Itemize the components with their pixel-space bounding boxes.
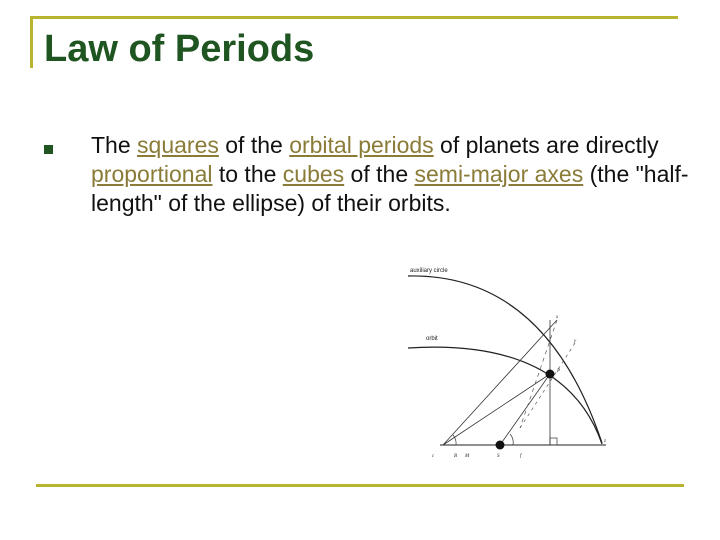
frame-top-rule bbox=[30, 16, 678, 19]
auxiliary-circle-label: auxiliary circle bbox=[410, 268, 448, 274]
text-segment: (the "half-length" of the ellipse) of their orbits. bbox=[91, 161, 689, 216]
point-label-s: S bbox=[497, 454, 500, 459]
line-c-x bbox=[443, 320, 557, 445]
text-segment: of the bbox=[218, 132, 290, 158]
link-squares[interactable]: squares bbox=[137, 132, 219, 158]
text-segment: of planets are directly bbox=[433, 132, 659, 158]
bullet-text bbox=[91, 131, 691, 218]
link-semi-major-axes[interactable]: semi-major axes bbox=[414, 161, 584, 187]
point-label-x: x bbox=[556, 315, 559, 320]
dashed-line-2 bbox=[520, 343, 575, 428]
text-segment: of the bbox=[344, 161, 415, 187]
point-label-y: y bbox=[574, 339, 577, 344]
point-label-f: f bbox=[520, 454, 522, 459]
text-segment: to the bbox=[212, 161, 283, 187]
frame-bottom-rule bbox=[36, 484, 684, 487]
bullet-icon bbox=[44, 145, 53, 154]
right-angle-mark bbox=[550, 438, 557, 445]
point-label-b: B bbox=[454, 454, 458, 459]
line-c-p bbox=[443, 374, 550, 445]
planet-point bbox=[546, 370, 555, 379]
link-cubes[interactable]: cubes bbox=[282, 161, 345, 187]
link-orbital-periods[interactable]: orbital periods bbox=[289, 132, 434, 158]
sun-point bbox=[496, 441, 505, 450]
frame-left-rule bbox=[30, 16, 33, 68]
auxiliary-circle-arc bbox=[408, 276, 602, 443]
point-label-z: z bbox=[604, 439, 606, 444]
orbit-diagram bbox=[370, 258, 620, 468]
point-label-c: c bbox=[432, 454, 435, 459]
text-segment: The bbox=[91, 132, 138, 158]
slide-title: Law of Periods bbox=[44, 28, 315, 70]
link-proportional[interactable]: proportional bbox=[91, 161, 213, 187]
line-s-p bbox=[500, 374, 550, 445]
orbit-label: orbit bbox=[426, 336, 438, 342]
angle-arc-s bbox=[510, 434, 513, 445]
point-label-p: P bbox=[557, 369, 561, 374]
orbit-arc bbox=[408, 347, 602, 444]
point-label-m: M bbox=[465, 454, 470, 459]
